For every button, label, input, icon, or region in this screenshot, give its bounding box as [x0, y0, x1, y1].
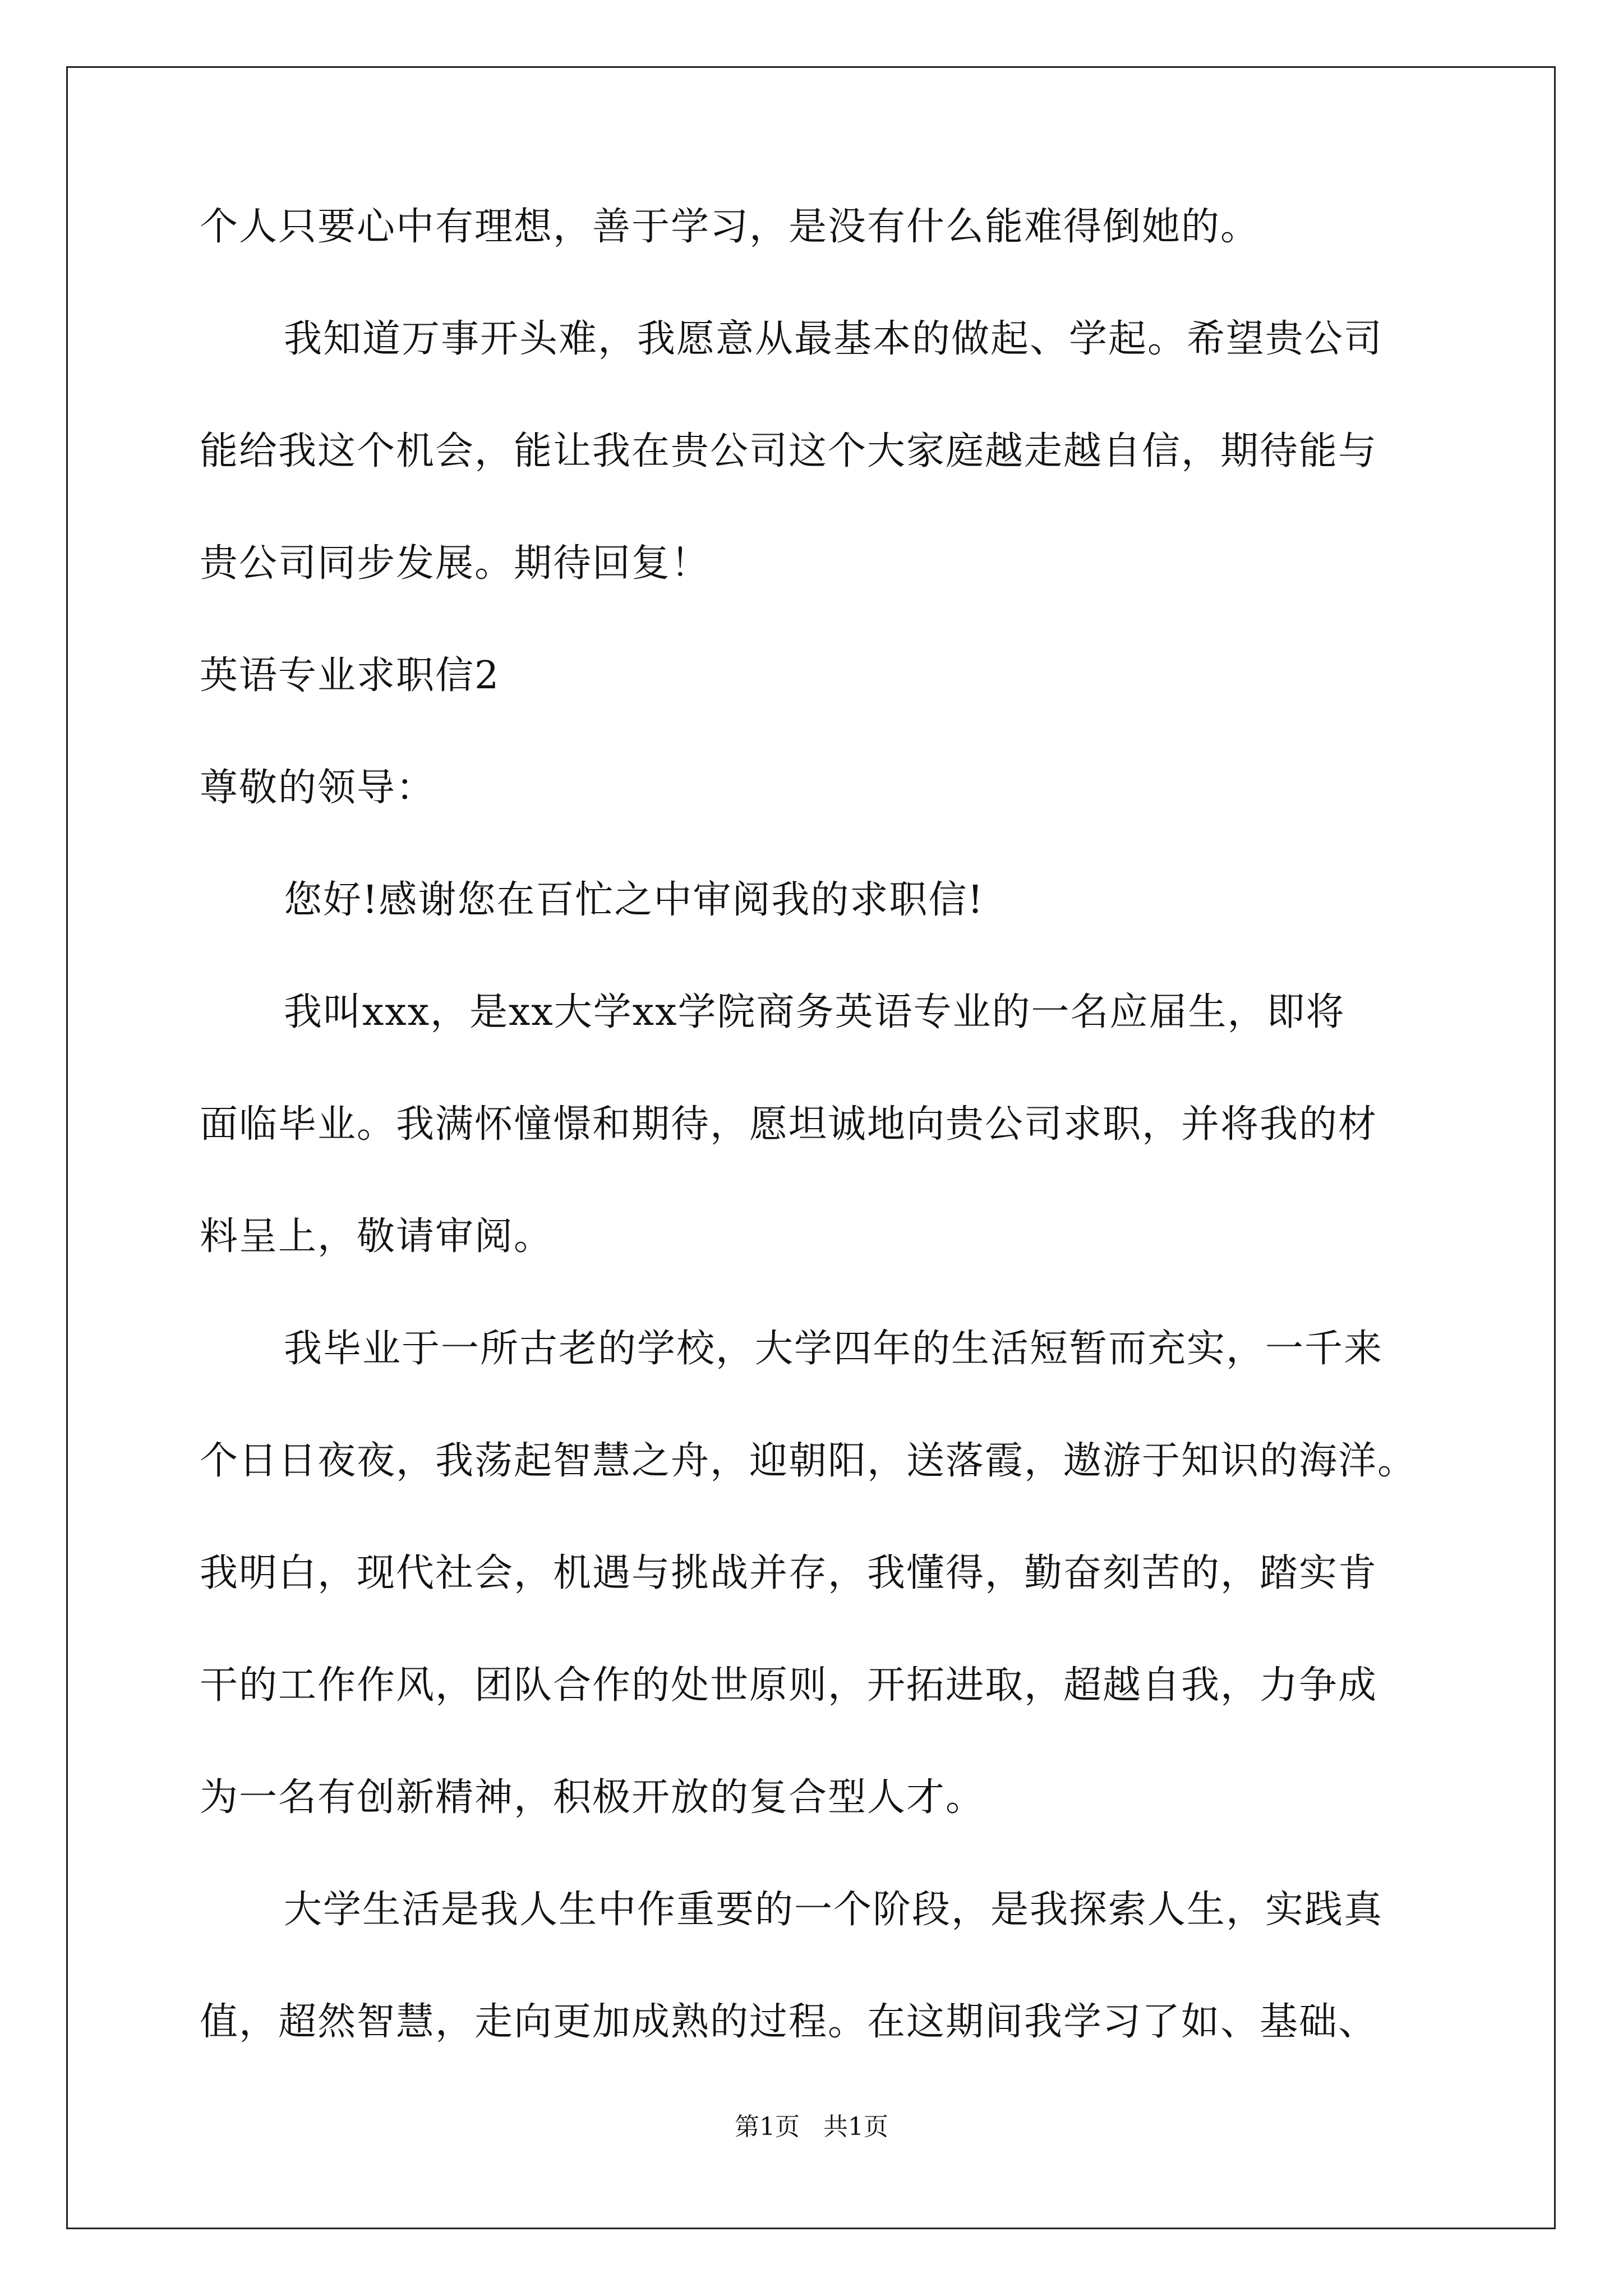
paragraph-line: 我明白，现代社会，机遇与挑战并存，我懂得，勤奋刻苦的，踏实肯 — [200, 1551, 1378, 1595]
paragraph-line: 个人只要心中有理想，善于学习，是没有什么能难得倒她的。 — [200, 205, 1260, 249]
section-heading: 英语专业求职信2 — [200, 654, 500, 698]
paragraph-line: 我知道万事开头难，我愿意从最基本的做起、学起。希望贵公司 — [284, 317, 1384, 361]
salutation: 尊敬的领导： — [200, 766, 436, 810]
paragraph-line: 值，超然智慧，走向更加成熟的过程。在这期间我学习了如、基础、 — [200, 2000, 1378, 2044]
paragraph-line: 您好!感谢您在百忙之中审阅我的求职信! — [284, 878, 984, 922]
paragraph-line: 贵公司同步发展。期待回复！ — [200, 541, 711, 586]
paragraph-line: 料呈上，敬请审阅。 — [200, 1214, 554, 1259]
paragraph-line: 能给我这个机会，能让我在贵公司这个大家庭越走越自信，期待能与 — [200, 429, 1378, 473]
paragraph-line: 为一名有创新精神，积极开放的复合型人才。 — [200, 1775, 985, 1820]
paragraph-line: 个日日夜夜，我荡起智慧之舟，迎朝阳，送落霞，遨游于知识的海洋。 — [200, 1439, 1417, 1483]
paragraph-line: 大学生活是我人生中作重要的一个阶段，是我探索人生，实践真 — [284, 1888, 1384, 1932]
paragraph-line: 我叫xxx，是xx大学xx学院商务英语专业的一名应届生，即将 — [284, 990, 1345, 1034]
paragraph-line: 面临毕业。我满怀憧憬和期待，愿坦诚地向贵公司求职，并将我的材 — [200, 1102, 1378, 1147]
page-footer: 第1页 共1页 — [735, 2113, 888, 2141]
paragraph-line: 我毕业于一所古老的学校，大学四年的生活短暂而充实，一千来 — [284, 1327, 1384, 1371]
paragraph-line: 干的工作作风，团队合作的处世原则，开拓进取，超越自我，力争成 — [200, 1663, 1378, 1708]
